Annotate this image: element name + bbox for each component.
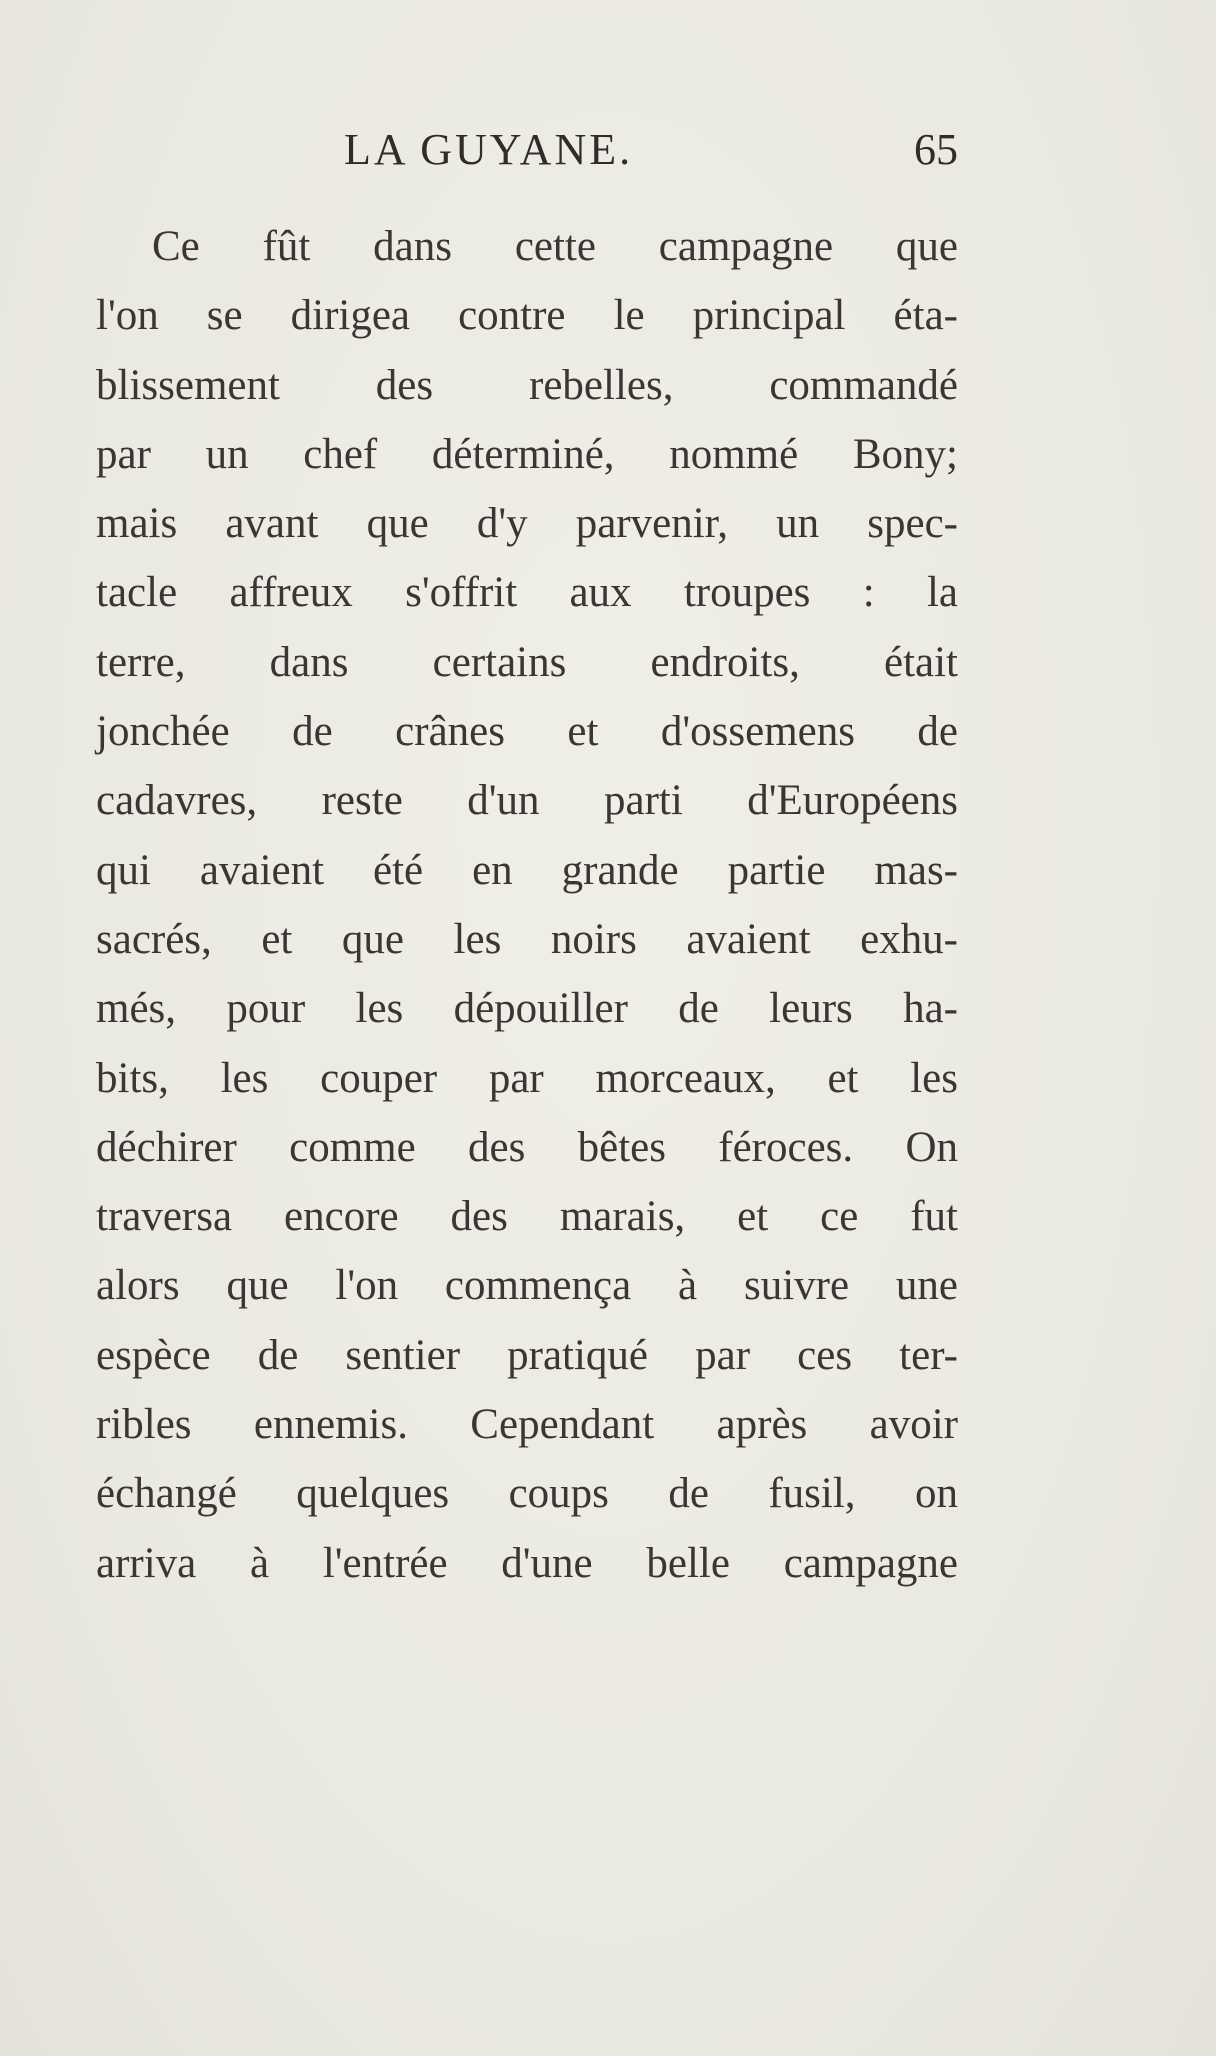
text-line: jonchée de crânes et d'ossemens de — [96, 708, 958, 756]
text-line: espèce de sentier pratiqué par ces ter- — [96, 1331, 958, 1379]
page-number: 65 — [914, 125, 958, 174]
text-line: arriva à l'entrée d'une belle campagne — [96, 1539, 958, 1587]
text-line: ribles ennemis. Cependant après avoir — [96, 1401, 958, 1449]
text-line: cadavres, reste d'un parti d'Européens — [96, 777, 958, 825]
text-line: tacle affreux s'offrit aux troupes : la — [96, 569, 958, 617]
text-line: més, pour les dépouiller de leurs ha- — [96, 985, 958, 1033]
text-line: déchirer comme des bêtes féroces. On — [96, 1123, 958, 1171]
text-line: bits, les couper par morceaux, et les — [96, 1054, 958, 1102]
text-line: traversa encore des marais, et ce fut — [96, 1193, 958, 1241]
text-line: échangé quelques coups de fusil, on — [96, 1470, 958, 1518]
text-line: sacrés, et que les noirs avaient exhu- — [96, 915, 958, 963]
text-line: mais avant que d'y parvenir, un spec- — [96, 500, 958, 548]
text-line: Ce fût dans cette campagne que — [152, 223, 958, 270]
text-line: par un chef déterminé, nommé Bony; — [96, 430, 958, 478]
text-line: blissement des rebelles, commandé — [96, 361, 958, 409]
text-line: qui avaient été en grande partie mas- — [96, 846, 958, 894]
text-line: terre, dans certains endroits, était — [96, 638, 958, 686]
running-title: LA GUYANE. — [344, 125, 634, 174]
text-line: l'on se dirigea contre le principal éta- — [96, 292, 958, 340]
body-text — [96, 212, 958, 1598]
text-line: alors que l'on commença à suivre une — [96, 1262, 958, 1310]
page-header — [96, 124, 958, 184]
